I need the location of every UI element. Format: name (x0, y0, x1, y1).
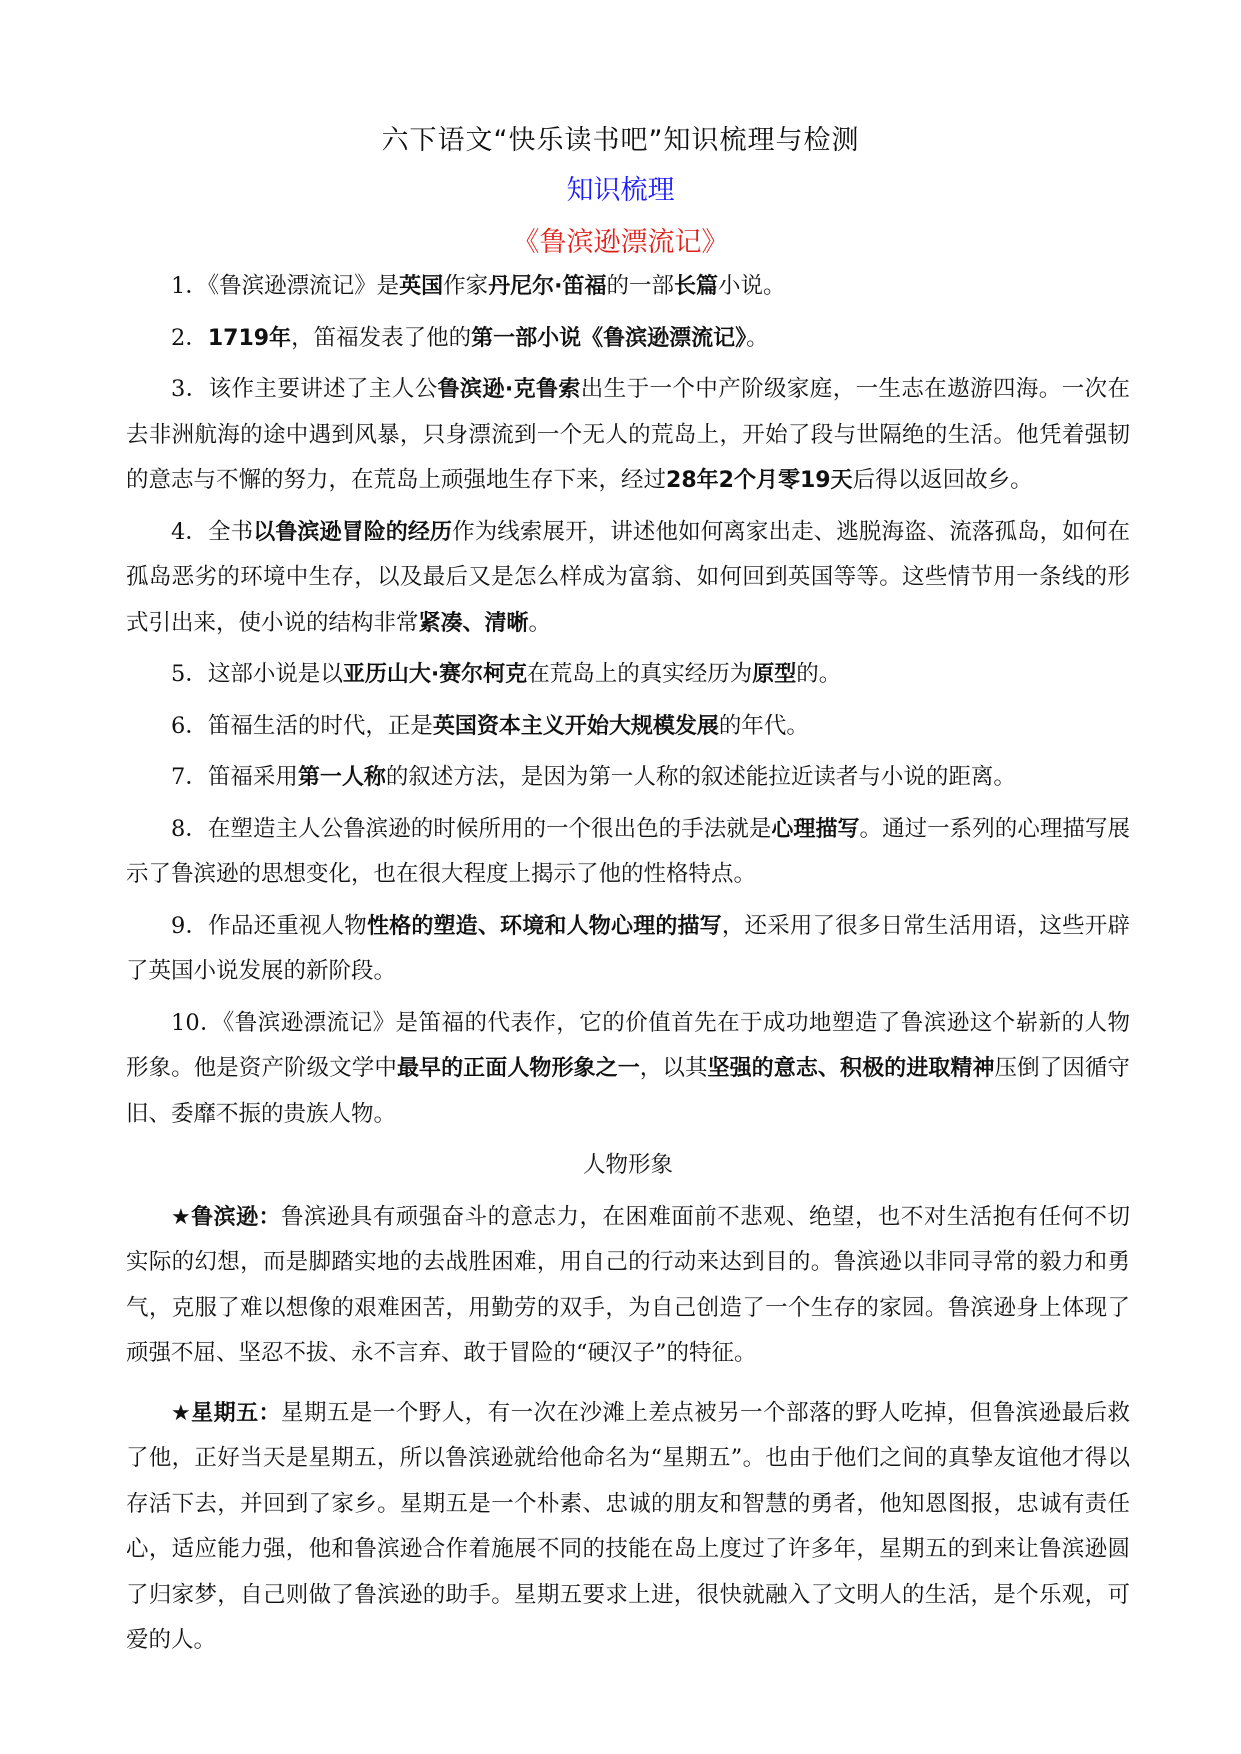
bold-text: ★星期五： (171, 1400, 282, 1426)
bold-text: 心理描写 (771, 816, 860, 842)
text-run: 9．作品还重视人物 (171, 912, 367, 939)
text-run: 10．《鲁滨逊漂流记》是笛福的代表作，它的价值首先在于成功地塑造了鲁滨逊这个崭新的人物形象。他是资产阶级文学中 (126, 1009, 1130, 1081)
knowledge-point (126, 755, 1130, 801)
bold-text: 原型 (752, 662, 797, 687)
text-run: 的年代。 (718, 712, 809, 739)
bold-text: 鲁滨逊·克鲁索 (437, 377, 581, 402)
text-run: 作为线索展开，讲述他如何离家出走、逃脱海盗、流落孤岛，如何在孤岛恶劣的环境中生存，以及最后又是怎么样成为富翁、如何回到英国等等。这些情节用一条线的形式引出来，使小说的结构非常 (126, 518, 1130, 636)
knowledge-point (126, 510, 1130, 647)
bold-text: 性格的塑造、环境和人物心理的描写 (366, 913, 722, 939)
bold-text: 长篇 (673, 274, 718, 299)
text-run: 2． (171, 324, 208, 351)
bold-text: 英国资本主义开始大规模发展 (432, 713, 719, 739)
text-run: 的叙述方法，是因为第一人称的叙述能拉近读者与小说的距离。 (385, 764, 1016, 790)
text-run: 8．在塑造主人公鲁滨逊的时候所用的一个很出色的手法就是 (171, 815, 772, 842)
character-description (126, 1195, 1130, 1377)
bold-text: 以鲁滨逊冒险的经历 (253, 519, 453, 545)
bold-text: 丹尼尔·笛福 (488, 274, 607, 299)
bold-text: 1719年 (207, 325, 292, 351)
text-run: 。 (528, 609, 552, 636)
section-title: 知识梳理 (566, 175, 675, 206)
knowledge-point (126, 704, 1130, 750)
bold-text: 坚强的意志、积极的进取精神 (707, 1056, 995, 1081)
bold-text: 第一人称 (297, 765, 386, 790)
text-run: 1．《鲁滨逊漂流记》是 (171, 273, 400, 299)
text-run: 7．笛福采用 (171, 764, 298, 790)
text-run: 5．这部小说是以 (171, 661, 343, 687)
knowledge-points-list (126, 264, 1130, 1137)
bold-text: 28年2个月零19天 (666, 468, 853, 493)
bold-text: 最早的正面人物形象之一 (396, 1056, 640, 1081)
text-run: 出生于一个中产阶级家庭，一生志在遨游四海。一次在去非洲航海的途中遇到风暴，只身漂流到一个无人的荒岛上，开始了段与世隔绝的生活。他凭着强韧的意志与不懈的努力，在荒岛上顽强地生存下来，经过 (126, 376, 1130, 493)
text-run: 4．全书 (171, 518, 254, 545)
bold-text: 亚历山大·赛尔柯克 (342, 662, 528, 687)
bold-text: 第一部小说《鲁滨逊漂流记》 (471, 325, 747, 351)
knowledge-point (126, 904, 1130, 995)
text-run: 6．笛福生活的时代，正是 (171, 712, 433, 739)
knowledge-point (126, 1001, 1130, 1138)
text-run: 压倒了因循守旧、委靡不振的贵族人物。 (126, 1055, 1130, 1127)
characters-heading: 人物形象 (582, 1152, 673, 1178)
text-run: 后得以返回故乡。 (852, 467, 1033, 493)
knowledge-point (126, 316, 1130, 362)
text-run: 的。 (796, 661, 842, 687)
book-title: 《鲁滨逊漂流记》 (512, 227, 729, 258)
text-run: 鲁滨逊具有顽强奋斗的意志力，在困难面前不悲观、绝望，也不对生活抱有任何不切实际的幻想，而是脚踏实地的去战胜困难，用自己的行动来达到目的。鲁滨逊以非同寻常的毅力和勇气，克服了难以想像的艰难困苦，用勤劳的双手，为自己创造了一个生存的家园。鲁滨逊身上体现了顽强不屈、坚忍不拔、永不言弃、敢于冒险的“硬汉子”的特征。 (126, 1203, 1130, 1366)
knowledge-point (126, 367, 1130, 504)
text-run: ，以其 (639, 1055, 708, 1081)
text-run: 。通过一系列的心理描写展示了鲁滨逊的思想变化，也在很大程度上揭示了他的性格特点。 (126, 815, 1130, 887)
bold-text: 紧凑、清晰 (418, 610, 529, 636)
characters-list (126, 1195, 1130, 1664)
text-run: ，笛福发表了他的 (291, 324, 472, 351)
text-run: 在荒岛上的真实经历为 (527, 661, 753, 687)
text-run: 星期五是一个野人，有一次在沙滩上差点被另一个部落的野人吃掉，但鲁滨逊最后救了他，正好当天是星期五，所以鲁滨逊就给他命名为“星期五”。也由于他们之间的真挚友谊他才得以存活下去，并回到了家乡。星期五是一个朴素、忠诚的朋友和智慧的勇者，他知恩图报，忠诚有责任心，适应能力强，他和鲁滨逊合作着施展不同的技能在岛上度过了许多年，星期五的到来让鲁滨逊圆了归家梦，自己则做了鲁滨逊的助手。星期五要求上进，很快就融入了文明人的生活，是个乐观，可爱的人。 (126, 1399, 1130, 1653)
text-run: 作家 (443, 273, 489, 299)
knowledge-point (126, 652, 1130, 698)
text-run: 小说。 (718, 273, 786, 299)
knowledge-point (126, 807, 1130, 898)
text-run: 3．该作主要讲述了主人公 (171, 376, 438, 402)
document-title: 六下语文“快乐读书吧”知识梳理与检测 (381, 125, 860, 156)
bold-text: 英国 (399, 274, 444, 299)
text-run: 。 (746, 324, 769, 351)
text-run: 的一部 (606, 273, 674, 299)
document-body (126, 264, 1130, 1678)
knowledge-point (126, 264, 1130, 310)
bold-text: ★鲁滨逊： (171, 1204, 282, 1230)
text-run: ，还采用了很多日常生活用语，这些开辟了英国小说发展的新阶段。 (126, 912, 1130, 984)
character-description (126, 1391, 1130, 1664)
